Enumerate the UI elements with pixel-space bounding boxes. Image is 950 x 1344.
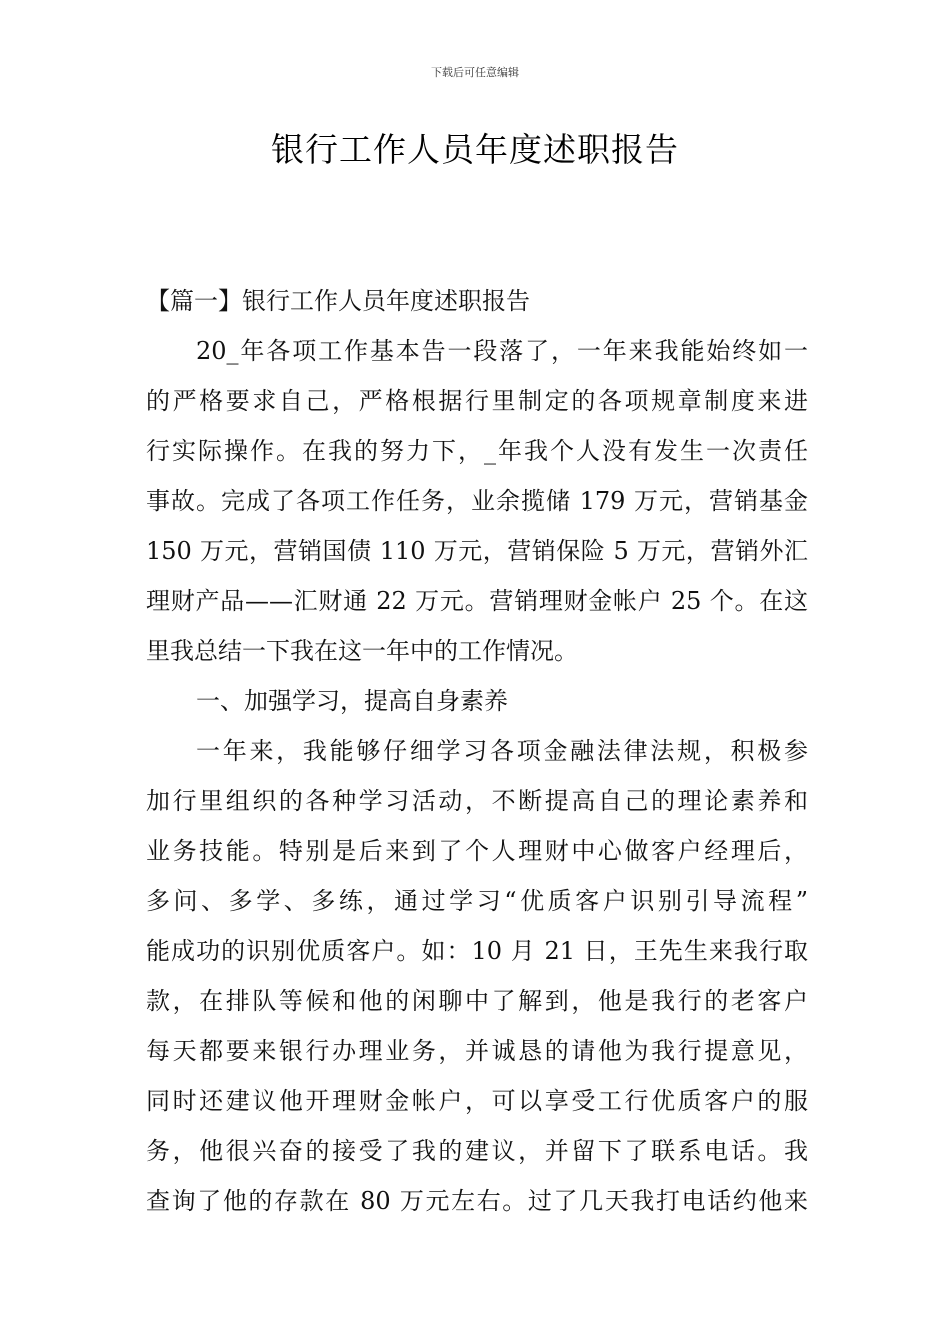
paragraph-line: 里我总结一下我在这一年中的工作情况。 (146, 637, 578, 665)
paragraph-line: 理财产品——汇财通 22 万元。营销理财金帐户 25 个。在这 (146, 587, 808, 615)
document-title: 银行工作人员年度述职报告 (271, 130, 679, 169)
subsection-heading: 一、加强学习，提高自身素养 (196, 687, 508, 715)
paragraph-line: 多问、多学、多练，通过学习“优质客户识别引导流程” (146, 887, 808, 915)
paragraph-line: 每天都要来银行办理业务，并诚恳的请他为我行提意见， (146, 1037, 808, 1065)
paragraph-line: 一年来，我能够仔细学习各项金融法律法规，积极参 (196, 737, 808, 765)
section-heading: 【篇一】银行工作人员年度述职报告 (146, 287, 530, 315)
paragraph-line: 业务技能。特别是后来到了个人理财中心做客户经理后， (146, 837, 808, 865)
paragraph-line: 同时还建议他开理财金帐户，可以享受工行优质客户的服 (146, 1087, 808, 1115)
document-body (146, 276, 808, 1226)
paragraph-line: 务，他很兴奋的接受了我的建议，并留下了联系电话。我 (146, 1137, 808, 1165)
paragraph-line: 20_年各项工作基本告一段落了，一年来我能始终如一 (196, 337, 808, 365)
paragraph-line: 能成功的识别优质客户。如：10 月 21 日，王先生来我行取 (146, 937, 808, 965)
paragraph-line: 150 万元，营销国债 110 万元，营销保险 5 万元，营销外汇 (146, 537, 808, 565)
paragraph-line: 事故。完成了各项工作任务，业余揽储 179 万元，营销基金 (146, 487, 808, 515)
paragraph-line: 的严格要求自己，严格根据行里制定的各项规章制度来进 (146, 387, 808, 415)
paragraph-line: 查询了他的存款在 80 万元左右。过了几天我打电话约他来 (146, 1187, 808, 1215)
paragraph-line: 加行里组织的各种学习活动，不断提高自己的理论素养和 (146, 787, 808, 815)
header-note: 下载后可任意编辑 (431, 66, 519, 79)
paragraph-line: 行实际操作。在我的努力下，_年我个人没有发生一次责任 (146, 437, 808, 465)
paragraph-line: 款，在排队等候和他的闲聊中了解到，他是我行的老客户 (146, 987, 808, 1015)
